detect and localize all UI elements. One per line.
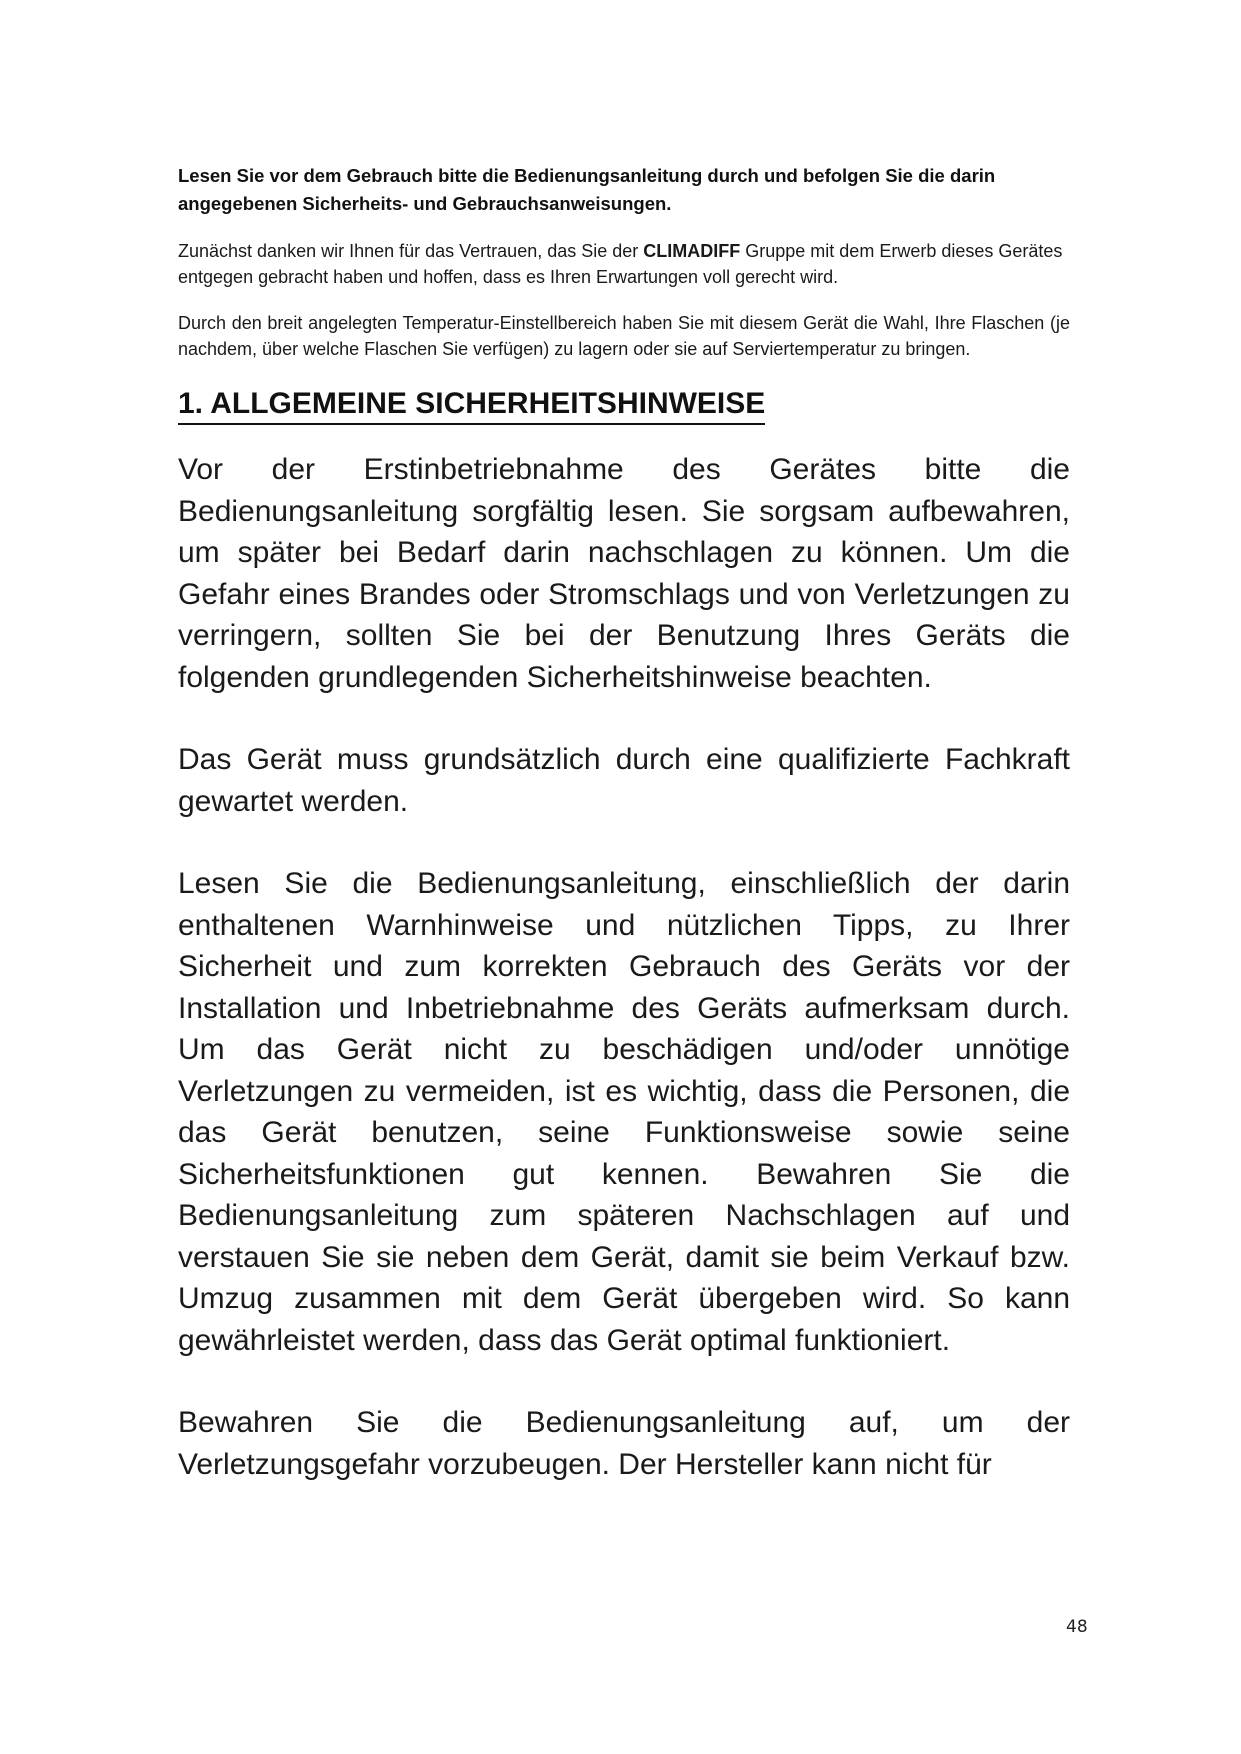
spacer <box>178 218 1070 238</box>
body-paragraph-3: Lesen Sie die Bedienungsanleitung, einschließlich der darin enthaltenen Warnhinweise und nützlichen Tipps, zu Ihrer Sicherheit und zum korrekten Gebrauch des Geräts vor der Installation und Inbetriebnahme des Geräts aufmerksam durch. Um das Gerät nicht zu beschädigen und/oder unnötige Verletzungen zu vermeiden, ist es wichtig, dass die Personen, die das Gerät benutzen, seine Funktionsweise sowie seine Sicherheitsfunktionen gut kennen. Bewahren Sie die Bedienungsanleitung zum späteren Nachschlagen auf und verstauen Sie sie neben dem Gerät, damit sie beim Verkauf bzw. Umzug zusammen mit dem Gerät übergeben wird. So kann gewährleistet werden, dass das Gerät optimal funktioniert. <box>178 867 1070 1357</box>
spacer <box>178 290 1070 310</box>
body-paragraph-2: Das Gerät muss grundsätzlich durch eine qualifizierte Fachkraft gewartet werden. <box>178 743 1070 818</box>
brand-name: CLIMADIFF <box>643 241 741 261</box>
body-paragraph-1: Vor der Erstinbetriebnahme des Gerätes bitte die Bedienungsanleitung sorgfältig lesen. Sie sorgsam aufbewahren, um später bei Bedarf darin nachschlagen zu können. Um die Gefahr eines Brandes oder Stromschlags und von Verletzungen zu verringern, sollten Sie bei der Benutzung Ihres Geräts die folgenden grundlegenden Sicherheitshinweise beachten. <box>178 453 1070 694</box>
thanks-text-pre: Zunächst danken wir Ihnen für das Vertrauen, das Sie der <box>178 241 644 261</box>
spacer <box>178 362 1070 386</box>
page-content <box>178 162 1070 1485</box>
intro-bold-line-2: angegebenen Sicherheits- und Gebrauchsanweisungen. <box>178 193 672 214</box>
spacer <box>178 822 1070 863</box>
intro-bold-line-1: Lesen Sie vor dem Gebrauch bitte die Bedienungsanleitung durch und befolgen Sie die darin <box>178 165 996 186</box>
spacer <box>178 698 1070 739</box>
intro-thanks-paragraph <box>178 238 1070 290</box>
page-number: 48 <box>1066 1617 1088 1637</box>
section-heading: 1. ALLGEMEINE SICHERHEITSHINWEISE <box>178 386 765 425</box>
intro-range-paragraph: Durch den breit angelegten Temperatur-Einstellbereich haben Sie mit diesem Gerät die Wahl, Ihre Flaschen (je nachdem, über welche Flaschen Sie verfügen) zu lagern oder sie auf Serviertemperatur zu bringen. <box>178 313 1070 359</box>
spacer <box>178 1361 1070 1402</box>
body-paragraph-4: Bewahren Sie die Bedienungsanleitung auf, um der Verletzungsgefahr vorzubeugen. Der Hersteller kann nicht für <box>178 1406 1070 1481</box>
spacer <box>178 425 1070 449</box>
thanks-text-post: Gruppe mit dem Erwerb dieses Gerätes entgegen gebracht haben und hoffen, dass es Ihren Erwartungen voll gerecht wird. <box>178 241 1063 287</box>
